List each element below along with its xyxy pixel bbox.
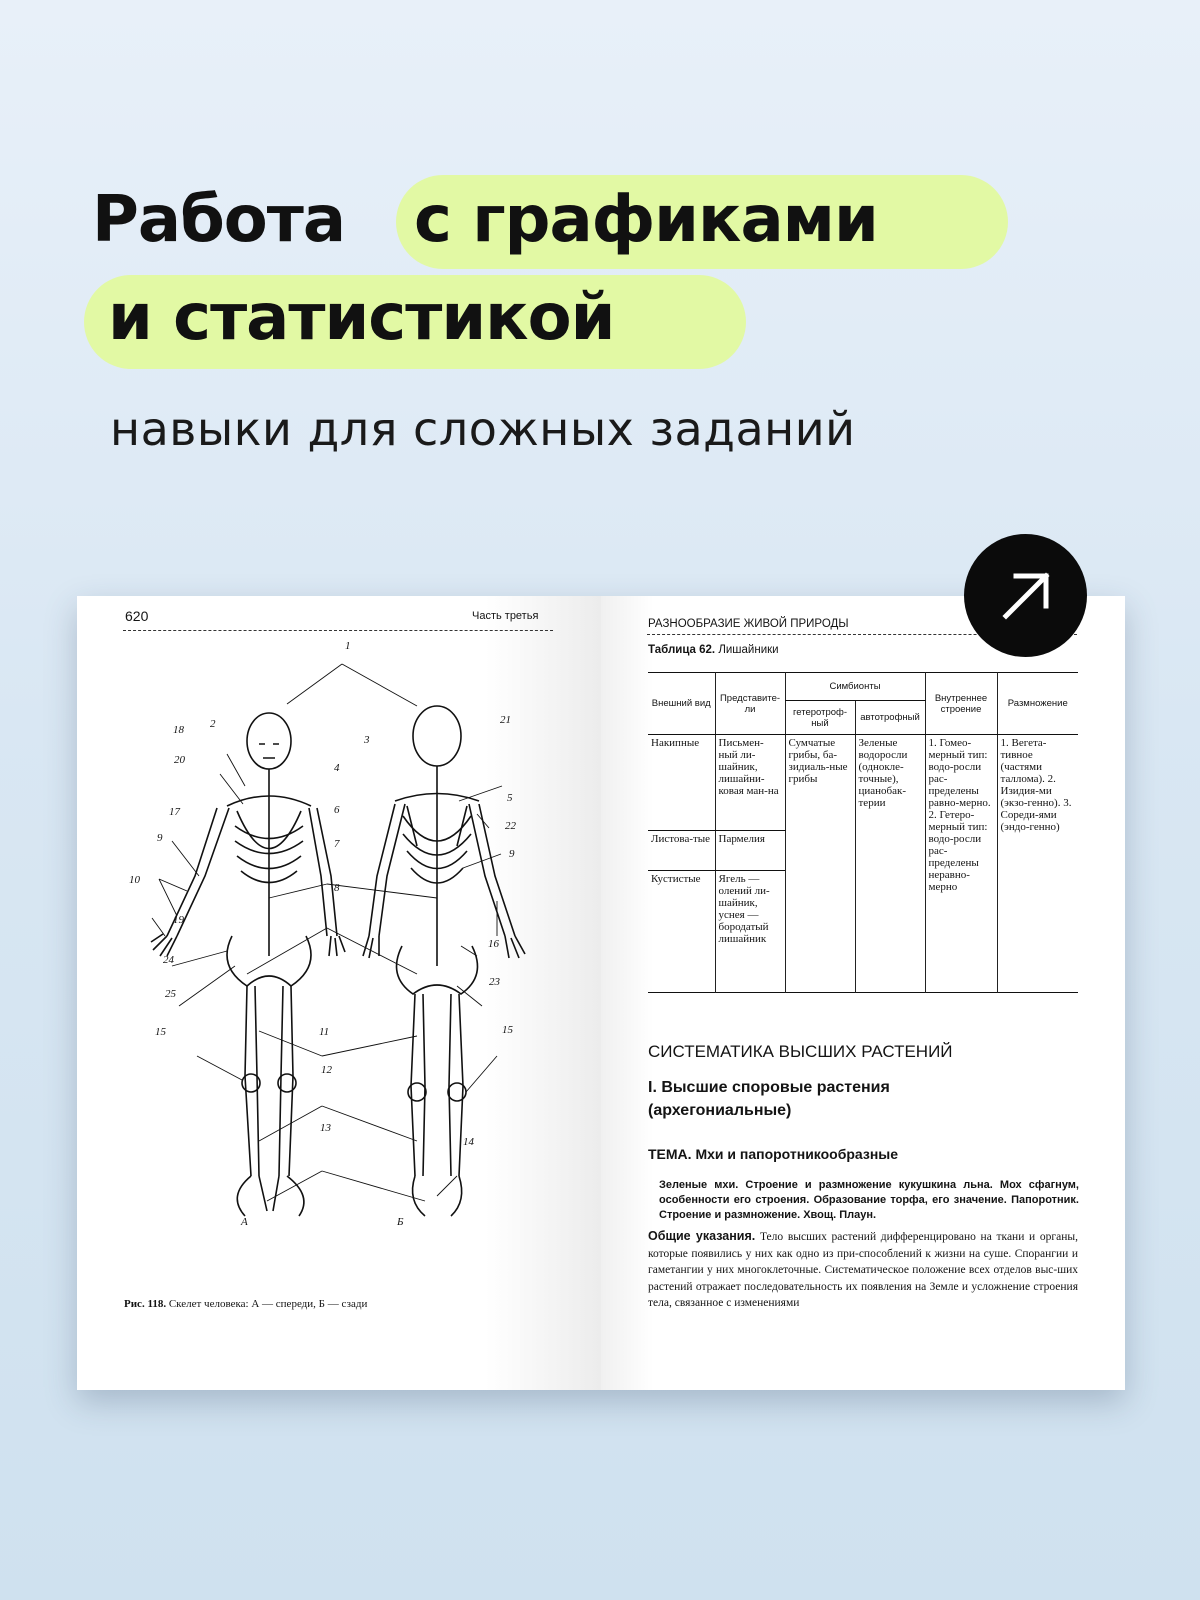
figure-label: 1 xyxy=(345,640,351,652)
figure-label: 16 xyxy=(488,938,499,950)
skeleton-figure xyxy=(117,636,577,1276)
figure-label: 10 xyxy=(129,874,140,886)
table-cell: Письмен-ный ли-шайник, лишайни-ковая ман-на xyxy=(715,735,785,831)
headline-word: Работа xyxy=(92,183,346,257)
lichen-table xyxy=(648,672,1078,993)
figure-label: 20 xyxy=(174,754,185,766)
col-heterotroph: гетеротроф-ный xyxy=(785,701,855,735)
caption-text: Скелет человека: А — спереди, Б — сзади xyxy=(168,1298,368,1310)
subsection-line-1: I. Высшие споровые растения xyxy=(648,1079,890,1096)
table-cell: 1. Гомео-мерный тип: водо-росли рас-пределены равно-мерно. 2. Гетеро-мерный тип: водо-росли рас-пределены неравно-мерно xyxy=(925,735,997,993)
figure-label: 21 xyxy=(500,714,511,726)
general-text: Тело высших растений дифференцировано на ткани и органы, которые появились у них как одно из при-способлений к жизни на суше. Спорангии и гаметангии у них многоклеточные. Систематическое положение всех отделов выс-ших растений отражает последовательность их появления на Земле и усложнение строения тела, связанное с изменениями xyxy=(648,1231,1078,1309)
figure-label: 14 xyxy=(463,1136,474,1148)
figure-label: 7 xyxy=(334,838,340,850)
figure-label: 6 xyxy=(334,804,340,816)
running-head-right: РАЗНООБРАЗИЕ ЖИВОЙ ПРИРОДЫ xyxy=(648,618,849,630)
figure-label: 17 xyxy=(169,806,180,818)
book-spread xyxy=(77,596,1125,1390)
table-cell: Накипные xyxy=(648,735,715,831)
figure-label: 19 xyxy=(173,914,184,926)
figure-label: 2 xyxy=(210,718,216,730)
caption-label: Рис. 118. xyxy=(124,1298,167,1310)
table-caption xyxy=(648,644,779,656)
page-number: 620 xyxy=(125,608,149,624)
table-cell: 1. Вегета-тивное (частями таллома). 2. Изидия-ми (экзо-генно). 3. Сореди-ями (эндо-генно) xyxy=(997,735,1078,993)
section-title: СИСТЕМАТИКА ВЫСШИХ РАСТЕНИЙ xyxy=(648,1042,953,1061)
view-label-b: Б xyxy=(397,1216,404,1228)
figure-label: 15 xyxy=(502,1024,513,1036)
table-cell: Сумчатые грибы, ба-зидиаль-ные грибы xyxy=(785,735,855,993)
table-cell: Кустистые xyxy=(651,873,701,885)
topic-summary: Зеленые мхи. Строение и размножение кукушкина льна. Мох сфагнум, особенности его строения. Образование торфа, его значение. Папоротник. Строение и размножение. Хвощ. Плаун. xyxy=(659,1179,1079,1221)
topic-title: ТЕМА. Мхи и папоротникообразные xyxy=(648,1146,899,1162)
figure-label: 4 xyxy=(334,762,340,774)
right-page xyxy=(601,596,1125,1390)
table-cell: Пармелия xyxy=(715,831,785,871)
figure-caption xyxy=(124,1298,367,1310)
headline-highlight-1: с графиками xyxy=(414,183,878,257)
arrow-button[interactable] xyxy=(964,534,1087,657)
figure-label: 23 xyxy=(489,976,500,988)
arrow-up-right-icon xyxy=(996,566,1056,626)
header-rule xyxy=(123,630,553,631)
figure-label: 12 xyxy=(321,1064,332,1076)
table-cell: Листова-тые xyxy=(648,831,715,871)
table-title: Лишайники xyxy=(718,644,779,656)
figure-label: 3 xyxy=(364,734,370,746)
col-appearance: Внешний вид xyxy=(648,673,715,735)
figure-label: 8 xyxy=(334,882,340,894)
running-head-left: Часть третья xyxy=(472,610,539,622)
figure-label: 22 xyxy=(505,820,516,832)
subsection-title xyxy=(648,1076,890,1122)
figure-label: 9 xyxy=(509,848,515,860)
subsection-line-2: (архегониальные) xyxy=(648,1102,792,1119)
figure-label: 18 xyxy=(173,724,184,736)
figure-label: 15 xyxy=(155,1026,166,1038)
table-cell: Зеленые водоросли (однокле-точные), цианобак-терии xyxy=(855,735,925,993)
figure-label: 24 xyxy=(163,954,174,966)
figure-label: 25 xyxy=(165,988,176,1000)
general-label: Общие указания. xyxy=(648,1229,756,1243)
col-symbionts: Симбионты xyxy=(785,673,925,701)
col-reproduction: Размножение xyxy=(997,673,1078,735)
col-autotroph: автотрофный xyxy=(855,701,925,735)
col-representatives: Представите-ли xyxy=(715,673,785,735)
figure-label: 9 xyxy=(157,832,163,844)
table-label: Таблица 62. xyxy=(648,644,716,656)
table-cell: Ягель — олений ли-шайник, уснея — бородатый лишайник xyxy=(715,871,785,993)
general-instructions xyxy=(648,1228,1078,1312)
figure-label: 11 xyxy=(319,1026,330,1038)
figure-label: 5 xyxy=(507,792,513,804)
col-structure: Внутреннее строение xyxy=(925,673,997,735)
figure-label: 13 xyxy=(320,1122,331,1134)
skeleton-back xyxy=(363,706,525,1216)
view-label-a: А xyxy=(241,1216,248,1228)
subtitle: навыки для сложных заданий xyxy=(110,402,856,456)
skeleton-front xyxy=(151,713,345,1216)
headline-highlight-2: и статистикой xyxy=(108,281,615,355)
left-page xyxy=(77,596,601,1390)
